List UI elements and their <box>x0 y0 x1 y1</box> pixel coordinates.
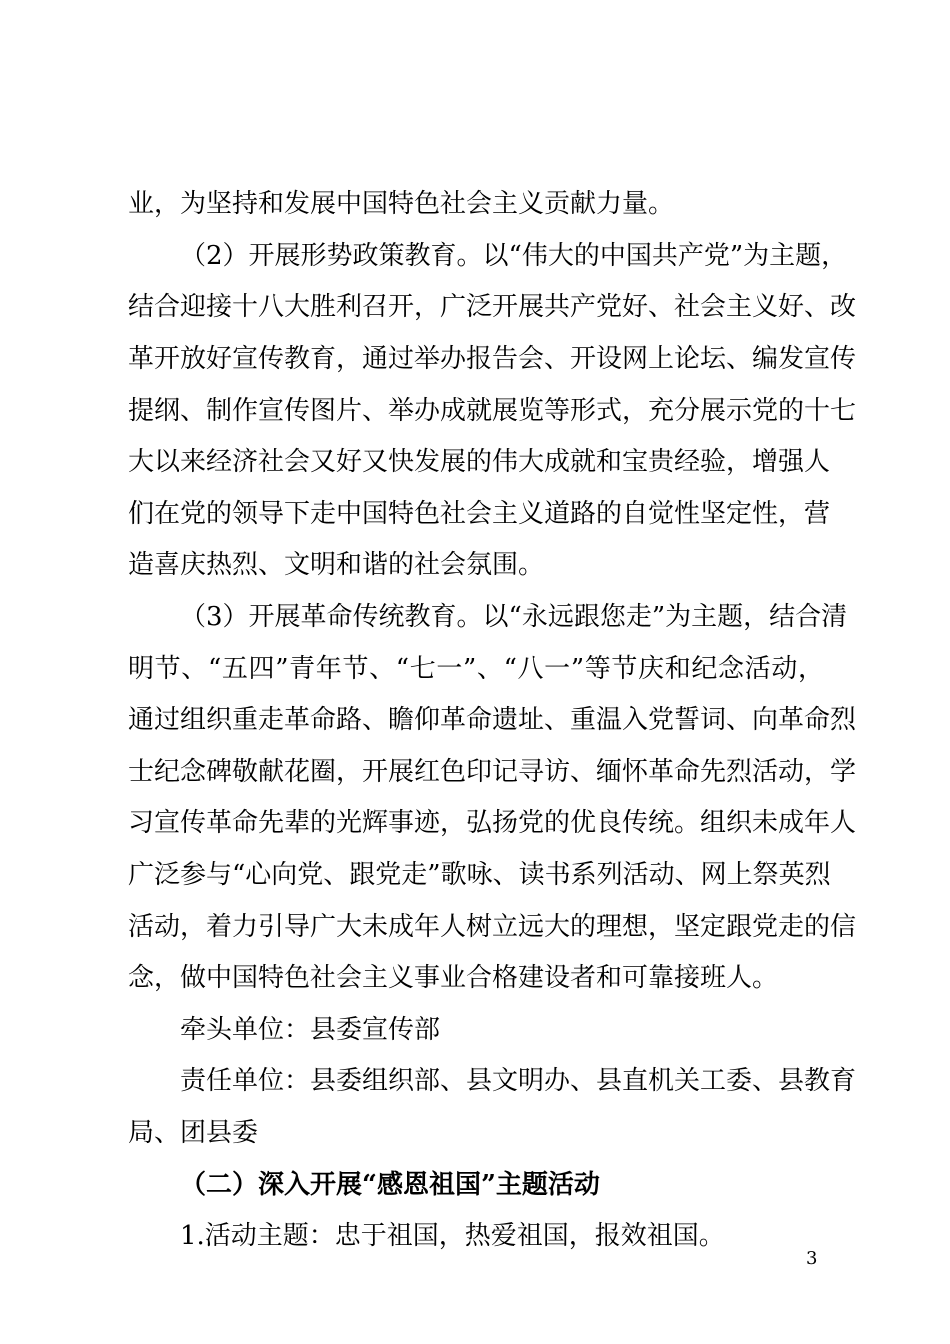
responsible-unit-line: 责任单位：县委组织部、县文明办、县直机关工委、县教育 <box>180 1066 857 1096</box>
text-line: 局、团县委 <box>128 1118 259 1148</box>
text-line: 通过组织重走革命路、瞻仰革命遗址、重温入党誓词、向革命烈 <box>128 705 857 735</box>
page-number: 3 <box>806 1248 818 1269</box>
text-line: 念，做中国特色社会主义事业合格建设者和可靠接班人。 <box>128 963 779 993</box>
text-line: 们在党的领导下走中国特色社会主义道路的自觉性坚定性，营 <box>128 499 831 529</box>
text-line: 大以来经济社会又好又快发展的伟大成就和宝贵经验，增强人 <box>128 447 831 477</box>
text-line: 活动，着力引导广大未成年人树立远大的理想，坚定跟党走的信 <box>128 912 857 942</box>
text-line: 造喜庆热烈、文明和谐的社会氛围。 <box>128 550 545 580</box>
text-line: （2）开展形势政策教育。以“伟大的中国共产党”为主题， <box>180 241 848 271</box>
text-line: 1.活动主题：忠于祖国，热爱祖国，报效祖国。 <box>180 1221 725 1251</box>
text-line: 士纪念碑敬献花圈，开展红色印记寻访、缅怀革命先烈活动，学 <box>128 757 857 787</box>
text-line: （3）开展革命传统教育。以“永远跟您走”为主题，结合清 <box>180 602 848 632</box>
text-line: 提纲、制作宣传图片、举办成就展览等形式，充分展示党的十七 <box>128 396 857 426</box>
lead-unit-line: 牵头单位：县委宣传部 <box>180 1015 441 1045</box>
text-line: 业，为坚持和发展中国特色社会主义贡献力量。 <box>128 189 675 219</box>
text-line: 革开放好宣传教育，通过举办报告会、开设网上论坛、编发宣传 <box>128 344 857 374</box>
text-line: 结合迎接十八大胜利召开，广泛开展共产党好、社会主义好、改 <box>128 292 857 322</box>
text-line: 广泛参与“心向党、跟党走”歌咏、读书系列活动、网上祭英烈 <box>128 860 831 890</box>
text-line: 习宣传革命先辈的光辉事迹，弘扬党的优良传统。组织未成年人 <box>128 808 857 838</box>
section-heading: （二）深入开展“感恩祖国”主题活动 <box>180 1170 600 1200</box>
text-line: 明节、“五四”青年节、“七一”、“八一”等节庆和纪念活动， <box>128 654 824 684</box>
